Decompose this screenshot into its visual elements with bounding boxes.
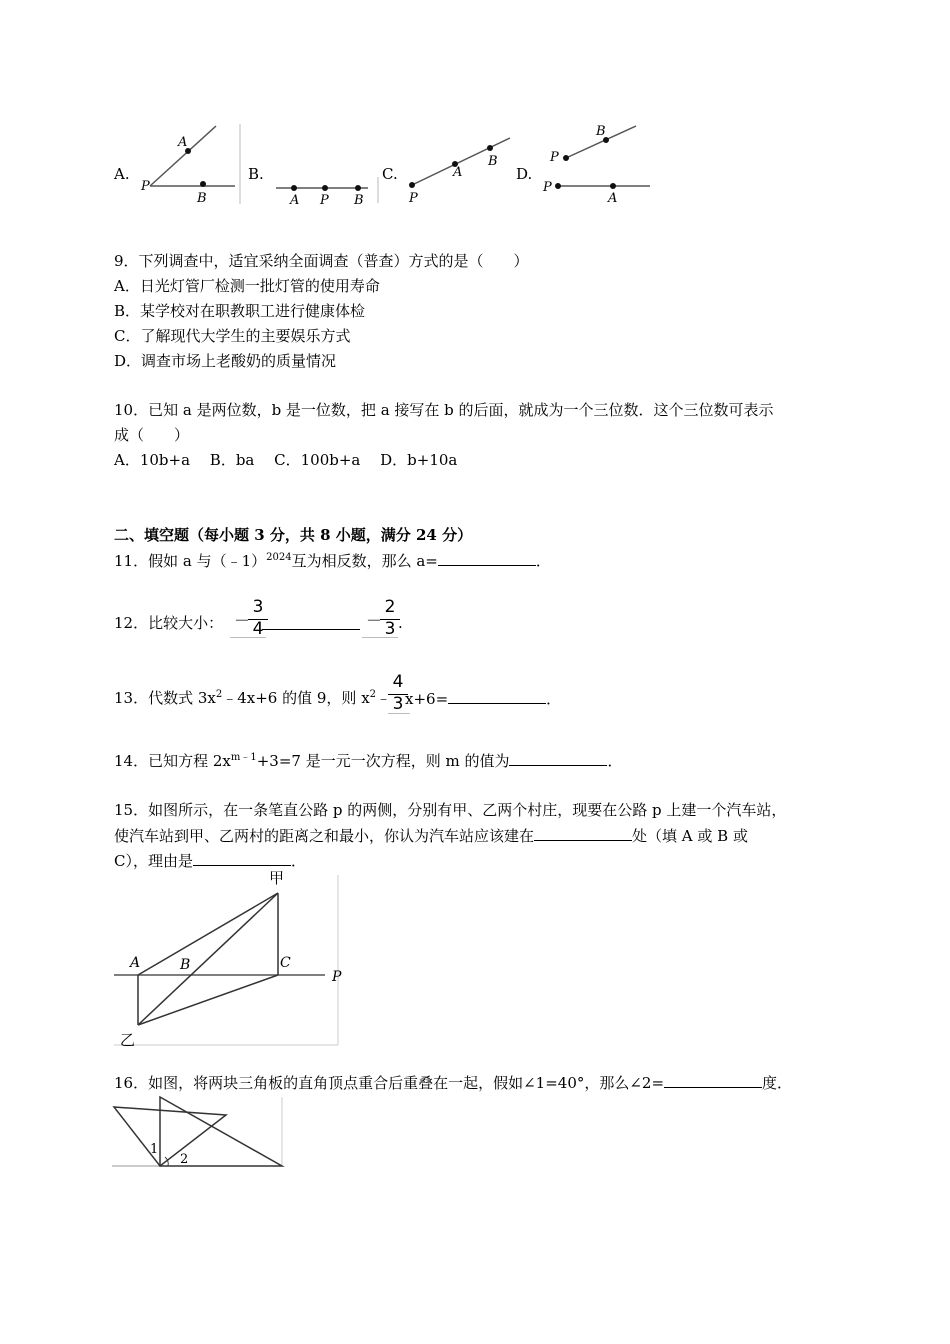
answer-blank[interactable] [509,750,607,766]
q13-part1 [114,688,391,711]
q10-stem-line2: 成（ ） [114,426,190,444]
answer-blank[interactable] [448,688,546,704]
q8-option-c-label: C. [382,165,398,183]
q13-prefix: 13．代数式 3x [114,689,216,707]
answer-blank[interactable] [262,629,360,630]
q15-line3-end: ． [290,852,306,870]
q14 [114,750,623,774]
q16-prefix: 16．如图，将两块三角板的直角顶点重合后重叠在一起，假如∠1=40°，那么∠2= [114,1074,665,1092]
q14-end: ． [607,752,623,770]
q13-after: x+6= [405,690,449,708]
q12-prefix: 12．比较大小： [114,614,224,632]
point-b-label: B [488,154,498,169]
q14-suffix: +3=7 是一元一次方程，则 m 的值为 [256,752,510,770]
point-a-label: A [130,955,141,971]
point-b-label: B [180,957,191,973]
q9-option-d: D．调查市场上老酸奶的质量情况 [114,352,337,370]
q12-left-denominator: 4 [252,619,264,639]
q12-right-denominator: 3 [384,619,396,639]
q13-minus: ﹣ [376,689,392,707]
q11-prefix: 11．假如 a 与（﹣1） [114,552,267,570]
fraction-guide [230,637,266,638]
q10-options: A．10b+a B．ba C．100b+a D．b+10a [114,451,458,469]
point-b-label: B [596,124,606,139]
point-a-label: A [290,193,300,207]
q12-end: . [398,614,403,632]
point-b-label: B [354,193,364,207]
q8-figure-a [130,120,245,208]
q9-option-c: C．了解现代大学生的主要娱乐方式 [114,327,351,345]
q8-figure-d [540,118,655,208]
q12-left-sign: － [234,611,251,630]
answer-blank[interactable] [438,550,536,566]
q16-figure [112,1095,287,1170]
q15-line2-suffix: 处（填 A 或 B 或 [632,827,748,845]
fraction-guide [362,637,398,638]
q15-line1: 15．如图所示，在一条笔直公路 p 的两侧，分别有甲、乙两个村庄，现要在公路 p 上建一个汽车站， [114,801,787,819]
q16-suffix: 度． [762,1074,793,1092]
q8-option-b-label: B. [248,165,264,183]
q13-frac-numerator: 4 [392,672,404,692]
point-b-label: B [197,191,207,206]
point-p-label: P [320,193,329,207]
q11-suffix: 互为相反数，那么 a= [291,552,438,570]
point-c-label: C [280,955,291,971]
q14-prefix: 14．已知方程 2x [114,752,231,770]
q15-line3-prefix: C），理由是 [114,852,193,870]
angle-1-label: 1 [150,1142,159,1157]
q15-line2 [114,825,748,846]
village-yi-label: 乙 [120,1031,136,1049]
angle-2-label: 2 [180,1152,189,1167]
answer-blank[interactable] [534,825,632,841]
q8-option-a-label: A. [114,165,130,183]
point-p-label: P [550,150,559,165]
point-p-label: P [141,179,150,194]
q8-figure-c [402,130,514,205]
q8-option-d-label: D. [516,165,533,183]
fraction-bar [248,619,268,620]
q13-mid: ﹣4x+6 的值 9，则 x [222,689,370,707]
road-p-label: P [332,969,342,985]
q11-end: ． [535,552,551,570]
q13-exp2: 2 [369,689,377,700]
q14-exponent: m﹣1 [230,752,257,763]
q13-part2 [405,688,561,709]
q15-line2-prefix: 使汽车站到甲、乙两村的距离之和最小，你认为汽车站应该建在 [114,827,535,845]
point-p-label: P [543,180,552,195]
q12-right-numerator: 2 [384,597,396,617]
q13-exp1: 2 [215,689,223,700]
q11 [114,550,551,574]
q9-stem: 9．下列调查中，适宜采纳全面调查（普查）方式的是（ ） [114,252,529,270]
q16 [114,1072,792,1093]
q15-figure [110,865,350,1050]
answer-blank[interactable] [193,850,291,866]
q10-stem-line1: 10．已知 a 是两位数，b 是一位数，把 a 接写在 b 的后面，就成为一个三位数．这个三位数可表示 [114,401,774,419]
point-a-label: A [453,165,463,180]
fraction-guide [388,713,410,714]
village-jia-label: 甲 [269,869,285,887]
point-a-label: A [608,191,618,206]
section-heading: 二、填空题（每小题 3 分，共 8 小题，满分 24 分） [114,526,473,544]
q9-option-a: A．日光灯管厂检测一批灯管的使用寿命 [114,277,380,295]
q12-left-numerator: 3 [252,597,264,617]
q13-frac-denominator: 3 [392,694,404,714]
q8-figure-b [268,175,383,207]
answer-blank[interactable] [664,1072,762,1088]
fraction-bar [380,619,400,620]
q13-end: ． [546,690,562,708]
point-p-label: P [409,191,418,205]
q12-right-sign: － [366,611,383,630]
point-a-label: A [178,135,188,150]
q9-option-b: B．某学校对在职教职工进行健康体检 [114,302,366,320]
q11-exponent: 2024 [266,552,292,563]
